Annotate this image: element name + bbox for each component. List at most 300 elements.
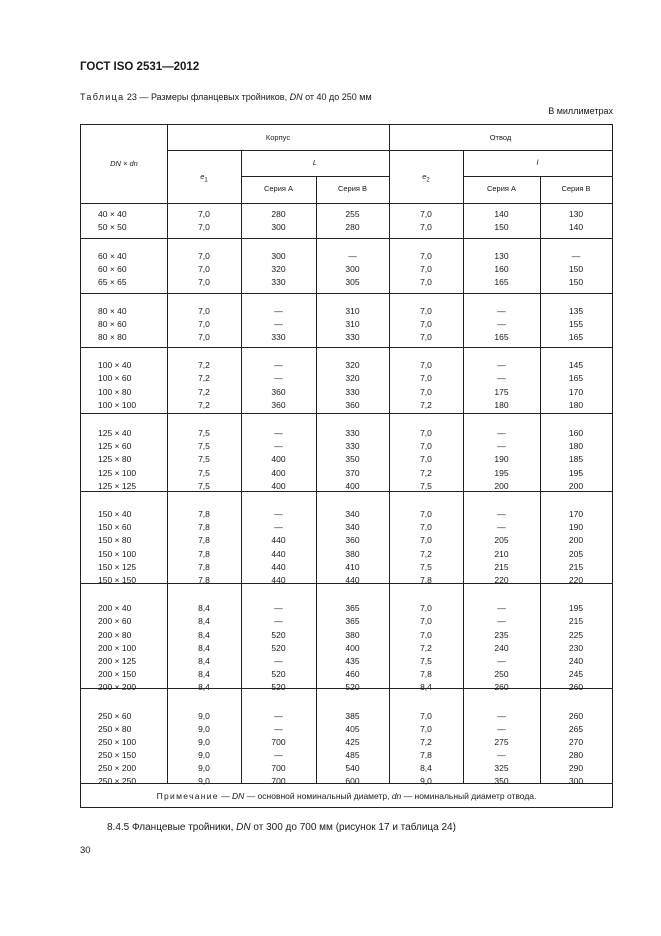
branch-l-series-a-cell: —: [497, 655, 506, 666]
branch-l-series-b-cell: 135: [568, 305, 584, 316]
branch-l-series-b-cell: 245: [568, 668, 584, 679]
branch-l-series-b-cell: 225: [568, 629, 584, 640]
branch-l-series-a-cell: 150: [494, 222, 509, 233]
l-series-a-cell: 400: [271, 454, 286, 465]
e2-cell: 7,0: [420, 331, 432, 342]
branch-l-series-a-cell: —: [497, 428, 506, 439]
branch-l-series-a-cell: 165: [494, 276, 509, 287]
e2-cell: 7,0: [420, 454, 432, 465]
branch-l-series-a-cell: —: [497, 441, 506, 452]
section-paragraph: [107, 822, 456, 833]
e2-cell: 7,0: [420, 603, 432, 614]
l-series-b-cell: 330: [345, 441, 360, 452]
l-series-a-cell: —: [274, 723, 283, 734]
branch-l-series-b-cell: —: [571, 250, 581, 261]
l-series-a-cell: 400: [271, 480, 286, 491]
branch-l-series-b-cell: 270: [568, 736, 584, 747]
table-row: [81, 723, 612, 736]
l-series-b-cell: 310: [345, 305, 360, 316]
table-row: [81, 521, 612, 534]
table-caption-label: Таблица: [80, 92, 125, 102]
l-series-a-cell: 360: [271, 399, 286, 410]
l-series-a-cell: —: [274, 428, 283, 439]
branch-l-series-b-cell: 230: [568, 642, 584, 653]
dn-cell: 80 × 40: [98, 305, 127, 316]
e1-cell: 9,0: [198, 736, 210, 747]
l-series-b-cell: 405: [345, 723, 360, 734]
e2-cell: 7,5: [420, 561, 432, 572]
e1-cell: 7,5: [198, 428, 210, 439]
e2-cell: 7,0: [420, 276, 432, 287]
branch-l-series-a-cell: 195: [494, 467, 509, 478]
table-row: [81, 548, 612, 561]
e1-cell: 8,4: [198, 668, 210, 679]
branch-l-series-b-cell: 160: [568, 428, 584, 439]
e2-cell: 7,8: [420, 749, 432, 760]
branch-l-series-b-cell: 150: [568, 276, 584, 287]
table-row: [81, 372, 612, 385]
l-series-a-cell: 520: [271, 668, 286, 679]
dn-cell: 200 × 60: [98, 616, 132, 627]
l-series-a-cell: —: [274, 441, 283, 452]
table-row: [81, 642, 612, 655]
paragraph-dn: DN: [236, 822, 251, 833]
table-row: [81, 359, 612, 372]
e2-cell: 7,0: [420, 522, 432, 533]
header-series-b: Серия B: [561, 184, 591, 193]
e2-cell: 7,2: [420, 467, 432, 478]
e1-cell: 8,4: [198, 629, 210, 640]
e1-cell: 7,2: [198, 373, 210, 384]
table-row: [81, 655, 612, 668]
header-e1: $e_1$: [200, 172, 208, 184]
l-series-b-cell: 300: [345, 263, 360, 274]
e2-cell: 7,0: [420, 250, 432, 261]
e1-cell: 7,0: [198, 222, 210, 233]
e1-cell: 7,0: [198, 276, 210, 287]
branch-l-series-b-cell: 155: [568, 318, 584, 329]
branch-l-series-a-cell: 200: [494, 480, 509, 491]
e1-cell: 7,5: [198, 454, 210, 465]
e1-cell: 7,8: [198, 548, 210, 559]
divider: [463, 176, 612, 177]
branch-l-series-a-cell: 205: [494, 535, 509, 546]
dn-cell: 200 × 150: [98, 668, 137, 679]
l-series-a-cell: —: [274, 616, 283, 627]
l-series-b-cell: 330: [345, 428, 360, 439]
table-row: [81, 681, 612, 694]
e2-cell: 7,0: [420, 373, 432, 384]
paragraph-text-1: 8.4.5 Фланцевые тройники,: [107, 822, 237, 833]
l-series-a-cell: 300: [271, 250, 286, 261]
l-series-b-cell: 385: [345, 710, 360, 721]
branch-l-series-b-cell: 300: [568, 776, 584, 786]
branch-l-series-b-cell: 180: [568, 399, 584, 410]
l-series-a-cell: 700: [271, 736, 286, 747]
branch-l-series-a-cell: 180: [494, 399, 509, 410]
l-series-b-cell: 400: [345, 642, 360, 653]
branch-l-series-a-cell: —: [497, 723, 506, 734]
e2-cell: 7,0: [420, 222, 432, 233]
e2-cell: 8,4: [420, 681, 432, 692]
l-series-b-cell: 520: [345, 681, 360, 692]
l-series-b-cell: 310: [345, 318, 360, 329]
e1-cell: 7,8: [198, 509, 210, 520]
e2-cell: 7,2: [420, 548, 432, 559]
dn-cell: 150 × 40: [98, 509, 132, 520]
l-series-a-cell: 400: [271, 467, 286, 478]
table-caption-dn: DN: [289, 92, 303, 102]
e1-cell: 7,0: [198, 305, 210, 316]
l-series-b-cell: 320: [345, 360, 360, 371]
branch-l-series-a-cell: 325: [494, 762, 509, 773]
table-caption: [80, 92, 372, 102]
dn-cell: 60 × 40: [98, 250, 127, 261]
e1-cell: 7,5: [198, 441, 210, 452]
table-row: [81, 305, 612, 318]
note-text-1: — основной номинальный диаметр,: [244, 791, 392, 801]
branch-l-series-b-cell: 185: [568, 454, 584, 465]
e1-cell: 7,8: [198, 522, 210, 533]
dn-cell: 250 × 150: [98, 749, 137, 760]
branch-l-series-a-cell: —: [497, 360, 506, 371]
dn-cell: 200 × 40: [98, 603, 132, 614]
e2-cell: 7,2: [420, 736, 432, 747]
l-series-a-cell: —: [274, 509, 283, 520]
e1-cell: 8,4: [198, 655, 210, 666]
e1-cell: 9,0: [198, 723, 210, 734]
table-row: [81, 208, 612, 221]
branch-l-series-b-cell: 260: [568, 681, 584, 692]
l-series-a-cell: —: [274, 603, 283, 614]
table-row: [81, 440, 612, 453]
branch-l-series-b-cell: 240: [568, 655, 584, 666]
dimensions-table: [80, 124, 613, 808]
e1-cell: 9,0: [198, 710, 210, 721]
units-label: В миллиметрах: [548, 106, 613, 116]
e2-cell: 8,4: [420, 762, 432, 773]
branch-l-series-a-cell: —: [497, 710, 506, 721]
e2-cell: 7,0: [420, 209, 432, 219]
dn-cell: 200 × 125: [98, 655, 137, 666]
branch-l-series-a-cell: 140: [494, 209, 509, 219]
l-series-b-cell: 305: [345, 276, 360, 287]
dn-cell: 40 × 40: [98, 209, 127, 219]
header-branch: Отвод: [489, 133, 512, 142]
branch-l-series-b-cell: 170: [568, 509, 584, 520]
e2-cell: 7,0: [420, 305, 432, 316]
e2-cell: 7,2: [420, 399, 432, 410]
branch-l-series-b-cell: 195: [568, 467, 584, 478]
branch-l-series-b-cell: 200: [568, 480, 584, 491]
branch-l-series-a-cell: 240: [494, 642, 509, 653]
branch-l-series-a-cell: —: [497, 603, 506, 614]
header-l-branch: l: [536, 158, 539, 167]
dn-cell: 125 × 100: [98, 467, 137, 478]
dn-cell: 150 × 125: [98, 561, 137, 572]
table-row: [81, 508, 612, 521]
e2-cell: 7,5: [420, 480, 432, 491]
table-caption-dash: —: [136, 92, 151, 102]
l-series-b-cell: 330: [345, 386, 360, 397]
branch-l-series-a-cell: 350: [494, 776, 509, 786]
e2-cell: 7,0: [420, 535, 432, 546]
branch-l-series-a-cell: —: [497, 522, 506, 533]
l-series-b-cell: 425: [345, 736, 360, 747]
l-series-b-cell: 380: [345, 548, 360, 559]
e1-cell: 8,4: [198, 681, 210, 692]
dn-cell: 150 × 150: [98, 574, 137, 585]
l-series-b-cell: 365: [345, 616, 360, 627]
branch-l-series-a-cell: —: [497, 305, 506, 316]
l-series-b-cell: 280: [345, 222, 360, 233]
l-series-b-cell: 340: [345, 522, 360, 533]
dn-cell: 250 × 100: [98, 736, 137, 747]
dn-cell: 50 × 50: [98, 222, 127, 233]
l-series-a-cell: —: [274, 710, 283, 721]
paragraph-text-2: от 300 до 700 мм (рисунок 17 и таблица 24): [250, 822, 456, 833]
l-series-b-cell: 540: [345, 762, 360, 773]
dn-cell: 200 × 200: [98, 681, 137, 692]
branch-l-series-a-cell: 165: [494, 331, 509, 342]
divider: [540, 203, 541, 784]
branch-l-series-a-cell: 275: [494, 736, 509, 747]
branch-l-series-a-cell: 220: [494, 574, 509, 585]
table-row: [81, 710, 612, 723]
branch-l-series-b-cell: 130: [568, 209, 584, 219]
l-series-a-cell: 320: [271, 263, 286, 274]
table-row: [81, 453, 612, 466]
dn-cell: 80 × 60: [98, 318, 127, 329]
l-series-a-cell: —: [274, 373, 283, 384]
branch-l-series-a-cell: 235: [494, 629, 509, 640]
table-caption-text: Размеры фланцевых тройников,: [150, 92, 290, 102]
dn-cell: 150 × 80: [98, 535, 132, 546]
header-dn-dn: DN × dn: [110, 159, 138, 168]
table-row: [81, 762, 612, 775]
e2-cell: 7,0: [420, 441, 432, 452]
header-series-b: Серия B: [337, 184, 368, 193]
e1-cell: 7,8: [198, 561, 210, 572]
e2-cell: 7,0: [420, 360, 432, 371]
e1-cell: 7,0: [198, 250, 210, 261]
table-caption-number: 23: [126, 92, 137, 102]
dn-cell: 200 × 100: [98, 642, 137, 653]
table-row: [81, 561, 612, 574]
l-series-a-cell: —: [274, 655, 283, 666]
l-series-a-cell: 330: [271, 331, 286, 342]
l-series-a-cell: 440: [271, 574, 286, 585]
e1-cell: 7,2: [198, 360, 210, 371]
e1-cell: 7,0: [198, 331, 210, 342]
e2-cell: 7,8: [420, 574, 432, 585]
table-row: [81, 427, 612, 440]
l-series-b-cell: 370: [345, 467, 360, 478]
branch-l-series-a-cell: 130: [494, 250, 509, 261]
note-dn: DN: [232, 791, 245, 801]
branch-l-series-b-cell: 145: [568, 360, 584, 371]
table-row: [81, 386, 612, 399]
branch-l-series-b-cell: 215: [568, 616, 584, 627]
dn-cell: 250 × 60: [98, 710, 132, 721]
note-text-2: — номинальный диаметр отвода.: [401, 791, 537, 801]
l-series-a-cell: 700: [271, 762, 286, 773]
dn-cell: 80 × 80: [98, 331, 127, 342]
e2-cell: 7,0: [420, 509, 432, 520]
dn-cell: 250 × 250: [98, 776, 137, 786]
branch-l-series-b-cell: 180: [568, 441, 584, 452]
l-series-b-cell: 380: [345, 629, 360, 640]
branch-l-series-a-cell: 215: [494, 561, 509, 572]
branch-l-series-b-cell: 195: [568, 603, 584, 614]
e1-cell: 7,0: [198, 318, 210, 329]
branch-l-series-b-cell: 165: [568, 331, 584, 342]
divider: [463, 203, 464, 784]
branch-l-series-a-cell: 250: [494, 668, 509, 679]
table-row: [81, 775, 612, 788]
note-label: Примечание: [156, 791, 219, 801]
l-series-b-cell: 360: [345, 399, 360, 410]
l-series-b-cell: 360: [345, 535, 360, 546]
dn-cell: 150 × 100: [98, 548, 137, 559]
header-series-a: Серия A: [486, 184, 517, 193]
l-series-b-cell: 400: [345, 480, 360, 491]
branch-l-series-b-cell: 265: [568, 723, 584, 734]
branch-l-series-a-cell: 190: [494, 454, 509, 465]
e2-cell: 7,0: [420, 629, 432, 640]
e1-cell: 7,2: [198, 399, 210, 410]
table-row: [81, 250, 612, 263]
dn-cell: 65 × 65: [98, 276, 127, 287]
table-row: [81, 629, 612, 642]
l-series-b-cell: 600: [345, 776, 360, 786]
dn-cell: 100 × 60: [98, 373, 132, 384]
branch-l-series-b-cell: 215: [568, 561, 584, 572]
l-series-a-cell: 330: [271, 276, 286, 287]
table-row: [81, 318, 612, 331]
l-series-b-cell: 435: [345, 655, 360, 666]
e1-cell: 9,0: [198, 776, 210, 786]
branch-l-series-b-cell: 150: [568, 263, 584, 274]
document-header: ГОСТ ISO 2531—2012: [80, 61, 200, 73]
divider: [389, 203, 390, 784]
e1-cell: 8,4: [198, 603, 210, 614]
dn-cell: 125 × 80: [98, 454, 132, 465]
l-series-a-cell: 440: [271, 535, 286, 546]
dn-cell: 250 × 80: [98, 723, 132, 734]
table-row: [81, 736, 612, 749]
e1-cell: 8,4: [198, 616, 210, 627]
table-row: [81, 749, 612, 762]
e2-cell: 7,0: [420, 386, 432, 397]
divider: [167, 203, 168, 784]
table-row: [81, 467, 612, 480]
e2-cell: 7,0: [420, 263, 432, 274]
branch-l-series-b-cell: 190: [568, 522, 584, 533]
l-series-a-cell: —: [274, 360, 283, 371]
l-series-b-cell: 255: [345, 209, 360, 219]
table-row: [81, 574, 612, 587]
table-row: [81, 615, 612, 628]
e2-cell: 7,2: [420, 642, 432, 653]
table-row: [81, 221, 612, 234]
l-series-b-cell: —: [348, 250, 357, 261]
l-series-b-cell: 410: [345, 561, 360, 572]
divider: [81, 203, 612, 204]
e1-cell: 7,8: [198, 574, 210, 585]
l-series-b-cell: 330: [345, 331, 360, 342]
dn-cell: 150 × 60: [98, 522, 132, 533]
divider: [167, 150, 612, 151]
header-l-body: L: [312, 158, 318, 167]
dn-cell: 100 × 100: [98, 399, 137, 410]
divider: [81, 413, 612, 414]
l-series-a-cell: —: [274, 522, 283, 533]
e1-cell: 7,0: [198, 263, 210, 274]
header-series-a: Серия A: [263, 184, 294, 193]
e2-cell: 9,0: [420, 776, 432, 786]
e2-cell: 7,0: [420, 318, 432, 329]
dn-cell: 250 × 200: [98, 762, 137, 773]
l-series-b-cell: 365: [345, 603, 360, 614]
l-series-b-cell: 350: [345, 454, 360, 465]
note-dn-small: dn: [391, 791, 402, 801]
dn-cell: 125 × 40: [98, 428, 132, 439]
e2-cell: 7,5: [420, 655, 432, 666]
header-e2: $e_2$: [422, 172, 430, 184]
table-row: [81, 399, 612, 412]
l-series-a-cell: 520: [271, 629, 286, 640]
l-series-a-cell: —: [274, 318, 283, 329]
l-series-a-cell: 520: [271, 642, 286, 653]
l-series-a-cell: 440: [271, 548, 286, 559]
e1-cell: 7,8: [198, 535, 210, 546]
l-series-a-cell: 700: [271, 776, 286, 786]
table-row: [81, 480, 612, 493]
branch-l-series-a-cell: 160: [494, 263, 509, 274]
l-series-a-cell: —: [274, 749, 283, 760]
l-series-a-cell: 300: [271, 222, 286, 233]
branch-l-series-b-cell: 260: [568, 710, 584, 721]
dn-cell: 125 × 60: [98, 441, 132, 452]
branch-l-series-a-cell: 175: [494, 386, 509, 397]
e1-cell: 7,5: [198, 467, 210, 478]
table-caption-range: от 40 до 250 мм: [302, 92, 372, 102]
e1-cell: 7,0: [198, 209, 210, 219]
branch-l-series-a-cell: —: [497, 616, 506, 627]
l-series-b-cell: 340: [345, 509, 360, 520]
branch-l-series-b-cell: 290: [568, 762, 584, 773]
e1-cell: 9,0: [198, 749, 210, 760]
divider: [241, 176, 389, 177]
divider: [316, 203, 317, 784]
dn-cell: 100 × 40: [98, 360, 132, 371]
dn-cell: 60 × 60: [98, 263, 127, 274]
divider: [81, 293, 612, 294]
e2-cell: 7,0: [420, 710, 432, 721]
table-row: [81, 331, 612, 344]
l-series-b-cell: 440: [345, 574, 360, 585]
branch-l-series-b-cell: 280: [568, 749, 584, 760]
l-series-a-cell: —: [274, 305, 283, 316]
l-series-b-cell: 460: [345, 668, 360, 679]
header-body: Корпус: [265, 133, 291, 142]
branch-l-series-b-cell: 140: [568, 222, 584, 233]
e1-cell: 7,2: [198, 386, 210, 397]
l-series-a-cell: 280: [271, 209, 286, 219]
branch-l-series-b-cell: 200: [568, 535, 584, 546]
e2-cell: 7,0: [420, 428, 432, 439]
